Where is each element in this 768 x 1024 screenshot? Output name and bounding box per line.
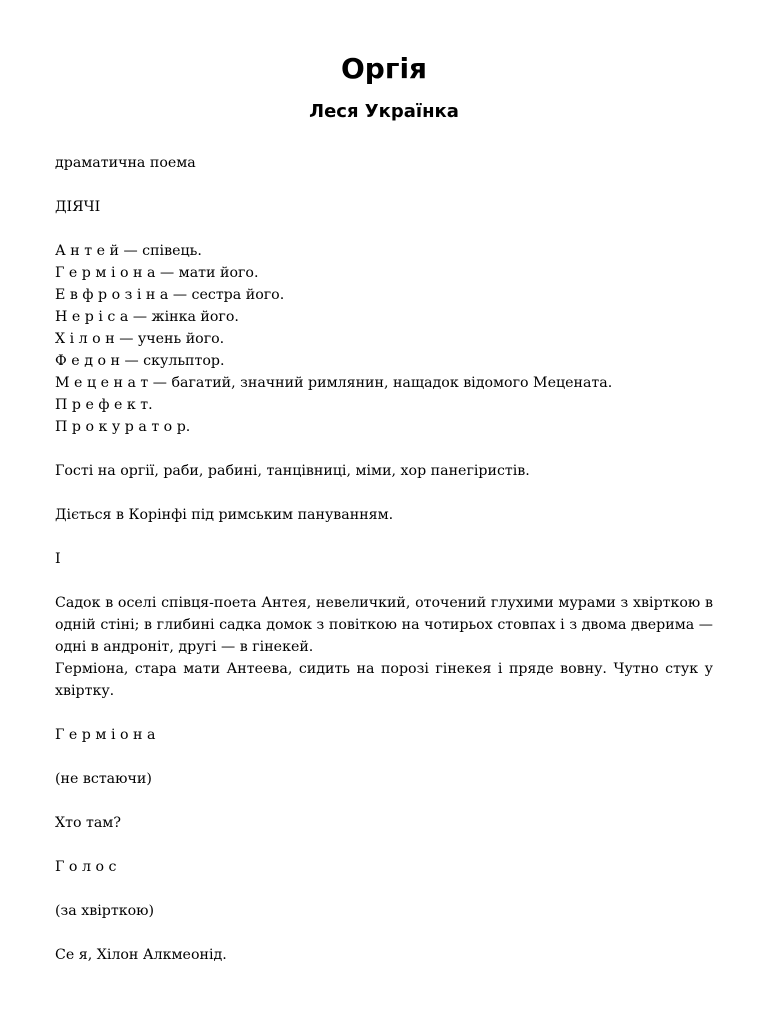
- cast-heading: ДІЯЧІ: [55, 199, 101, 215]
- cast-item: П р е ф е к т.: [55, 397, 153, 413]
- cast-item: Ф е д о н — скульптор.: [55, 353, 225, 369]
- dialogue-line: Хто там?: [55, 815, 121, 831]
- setting-line: Діється в Корінфі під римським пануванням.: [55, 507, 394, 523]
- stage-direction: Герміона, стара мати Антеева, сидить на порозі гінекея і пряде вовну. Чутно стук у хвіртку.: [55, 661, 713, 699]
- dialogue-line: Се я, Хілон Алкмеонід.: [55, 947, 227, 963]
- act-number: I: [55, 551, 61, 567]
- speaker-direction: (за хвірткою): [55, 903, 154, 919]
- document-author: Леся Українка: [309, 101, 459, 122]
- speaker-direction: (не встаючи): [55, 771, 152, 787]
- stage-direction: Садок в оселі співця-поета Антея, невеличкий, оточений глухими мурами з хвірткою в одній стіні; в глибині садка домок з повіткою на чотирьох стовпах і з двома дверима — одні в андроніт, другі — в гінекей.: [55, 595, 713, 655]
- cast-item: Н е р і с а — жінка його.: [55, 309, 239, 325]
- extras-line: Гості на оргії, раби, рабині, танцівниці, міми, хор панегіристів.: [55, 463, 530, 479]
- speaker-name: Г о л о с: [55, 859, 117, 875]
- document-title: Оргія: [340, 52, 428, 85]
- cast-item: Г е р м і о н а — мати його.: [55, 265, 259, 281]
- cast-item: П р о к у р а т о р.: [55, 419, 191, 435]
- cast-list: [55, 240, 713, 438]
- document-body: [55, 152, 713, 966]
- cast-item: Е в ф р о з і н а — сестра його.: [55, 287, 285, 303]
- cast-item: М е ц е н а т — багатий, значний римлянин, нащадок відомого Мецената.: [55, 375, 613, 391]
- cast-item: Х і л о н — учень його.: [55, 331, 225, 347]
- subtitle: драматична поема: [55, 155, 196, 171]
- cast-item: А н т е й — співець.: [55, 243, 202, 259]
- speaker-name: Г е р м і о н а: [55, 727, 156, 743]
